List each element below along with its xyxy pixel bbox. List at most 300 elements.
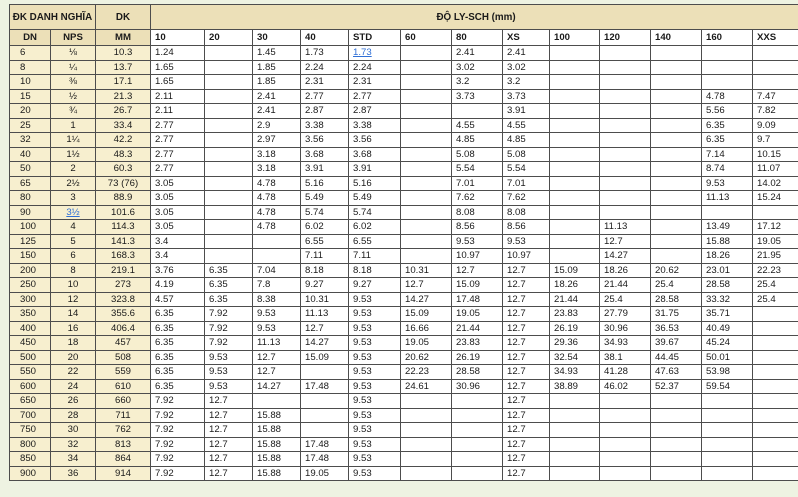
cell-thickness: 7.92 [151, 408, 205, 423]
cell-thickness: 9.27 [349, 278, 401, 293]
cell-thickness: 7.92 [151, 394, 205, 409]
table-row [10, 307, 798, 322]
cell-thickness: 8.56 [452, 220, 503, 235]
header-schedule: 80 [452, 30, 503, 46]
cell-thickness [550, 46, 600, 61]
cell-thickness: 1.73 [301, 46, 349, 61]
cell-thickness: 4.85 [452, 133, 503, 148]
cell-thickness: 3.05 [151, 176, 205, 191]
cell-thickness: 9.53 [349, 394, 401, 409]
cell-nps: ⅛ [51, 46, 96, 61]
cell-thickness: 12.7 [253, 350, 301, 365]
cell-thickness: 2.41 [253, 104, 301, 119]
cell-thickness: 9.53 [349, 292, 401, 307]
header-mm: MM [96, 30, 151, 46]
cell-thickness [753, 46, 798, 61]
cell-thickness [401, 394, 452, 409]
cell-thickness [550, 437, 600, 452]
cell-mm: 73 (76) [96, 176, 151, 191]
cell-dn: 250 [10, 278, 51, 293]
header-schedule: 40 [301, 30, 349, 46]
cell-thickness [205, 220, 253, 235]
cell-nps: 5 [51, 234, 96, 249]
cell-thickness [205, 147, 253, 162]
table-row [10, 336, 798, 351]
cell-nps: 2½ [51, 176, 96, 191]
cell-thickness [753, 60, 798, 75]
cell-thickness: 28.58 [452, 365, 503, 380]
cell-thickness [600, 191, 651, 206]
cell-thickness: 3.4 [151, 234, 205, 249]
cell-thickness: 8.18 [349, 263, 401, 278]
table-row [10, 176, 798, 191]
cell-thickness [401, 104, 452, 119]
cell-nps: ⅜ [51, 75, 96, 90]
cell-thickness: 8.18 [301, 263, 349, 278]
cell-thickness [651, 89, 702, 104]
cell-thickness: 7.01 [452, 176, 503, 191]
cell-thickness [205, 60, 253, 75]
cell-thickness: 15.09 [550, 263, 600, 278]
cell-mm: 48.3 [96, 147, 151, 162]
cell-thickness: 3.2 [503, 75, 550, 90]
cell-thickness: 39.67 [651, 336, 702, 351]
cell-thickness: 5.49 [301, 191, 349, 206]
cell-mm: 457 [96, 336, 151, 351]
cell-thickness [452, 437, 503, 452]
cell-thickness: 3.38 [301, 118, 349, 133]
cell-thickness: 4.55 [503, 118, 550, 133]
cell-thickness [702, 466, 753, 481]
cell-thickness: 3.73 [503, 89, 550, 104]
cell-thickness: 3.56 [301, 133, 349, 148]
cell-thickness [600, 394, 651, 409]
cell-nps: ¾ [51, 104, 96, 119]
cell-mm: 13.7 [96, 60, 151, 75]
pipe-schedule-table [9, 4, 798, 481]
cell-thickness: 6.35 [205, 292, 253, 307]
cell-mm: 141.3 [96, 234, 151, 249]
cell-dn: 150 [10, 249, 51, 264]
header-schedule: 60 [401, 30, 452, 46]
cell-mm: 508 [96, 350, 151, 365]
cell-thickness: 12.7 [205, 408, 253, 423]
cell-thickness: 2.31 [349, 75, 401, 90]
cell-thickness: 29.36 [550, 336, 600, 351]
cell-thickness: 40.49 [702, 321, 753, 336]
cell-thickness: 20.62 [651, 263, 702, 278]
cell-thickness: 12.7 [503, 466, 550, 481]
cell-thickness [753, 75, 798, 90]
cell-thickness: 6.02 [301, 220, 349, 235]
cell-thickness: 9.53 [253, 307, 301, 322]
cell-thickness: 38.89 [550, 379, 600, 394]
cell-nps: 24 [51, 379, 96, 394]
cell-thickness: 4.78 [253, 191, 301, 206]
cell-nps[interactable] [51, 205, 96, 220]
cell-thickness [205, 205, 253, 220]
cell-thickness: 3.68 [301, 147, 349, 162]
cell-thickness: 12.7 [301, 321, 349, 336]
cell-thickness: 17.48 [301, 379, 349, 394]
table-row [10, 437, 798, 452]
table-row [10, 365, 798, 380]
cell-thickness [651, 147, 702, 162]
table-row [10, 60, 798, 75]
cell-thickness: 2.77 [349, 89, 401, 104]
cell-nps: ¼ [51, 60, 96, 75]
cell-thickness: 3.91 [349, 162, 401, 177]
cell-thickness: 9.7 [753, 133, 798, 148]
header-nps: NPS [51, 30, 96, 46]
cell-thickness: 18.26 [600, 263, 651, 278]
table-row [10, 220, 798, 235]
cell-thickness: 21.44 [550, 292, 600, 307]
cell-thickness: 12.7 [503, 350, 550, 365]
cell-nps: 6 [51, 249, 96, 264]
cell-thickness: 12.7 [205, 452, 253, 467]
cell-nps: 1½ [51, 147, 96, 162]
cell-thickness: 26.19 [550, 321, 600, 336]
cell-thickness: 32.54 [550, 350, 600, 365]
cell-thickness [205, 162, 253, 177]
cell-thickness [651, 176, 702, 191]
cell-thickness: 12.7 [503, 307, 550, 322]
cell-thickness: 41.28 [600, 365, 651, 380]
header-schedule: 10 [151, 30, 205, 46]
cell-thickness [301, 394, 349, 409]
cell-thickness [253, 249, 301, 264]
cell-thickness: 7.82 [753, 104, 798, 119]
cell-thickness [401, 176, 452, 191]
cell-thickness: 10.97 [452, 249, 503, 264]
cell-thickness: 2.77 [151, 118, 205, 133]
header-dk-danh-nghia: ĐK DANH NGHĨA [10, 5, 96, 30]
cell-thickness: 14.27 [253, 379, 301, 394]
cell-thickness [205, 118, 253, 133]
cell-thickness: 20.62 [401, 350, 452, 365]
cell-thickness [401, 437, 452, 452]
cell-thickness: 2.9 [253, 118, 301, 133]
cell-thickness [550, 205, 600, 220]
cell-mm: 355.6 [96, 307, 151, 322]
cell-thickness: 1.65 [151, 75, 205, 90]
cell-nps: 34 [51, 452, 96, 467]
cell-thickness [452, 466, 503, 481]
cell-thickness: 7.92 [205, 307, 253, 322]
cell-thickness [651, 220, 702, 235]
cell-thickness: 12.7 [205, 466, 253, 481]
cell-thickness: 14.02 [753, 176, 798, 191]
cell-thickness: 7.01 [503, 176, 550, 191]
table-row [10, 191, 798, 206]
cell-thickness: 2.87 [301, 104, 349, 119]
cell-dn: 40 [10, 147, 51, 162]
cell-thickness: 15.24 [753, 191, 798, 206]
cell-thickness: 11.07 [753, 162, 798, 177]
header-schedule: STD [349, 30, 401, 46]
cell-dn: 25 [10, 118, 51, 133]
cell-thickness: 15.88 [702, 234, 753, 249]
cell-thickness: 5.54 [452, 162, 503, 177]
table-row [10, 147, 798, 162]
cell-thickness [401, 249, 452, 264]
cell-thickness: 17.12 [753, 220, 798, 235]
cell-thickness: 9.53 [503, 234, 550, 249]
cell-thickness [550, 191, 600, 206]
cell-thickness: 9.53 [205, 350, 253, 365]
cell-thickness: 2.77 [151, 162, 205, 177]
cell-thickness [550, 162, 600, 177]
cell-thickness: 14.27 [301, 336, 349, 351]
cell-thickness [452, 408, 503, 423]
cell-thickness: 26.19 [452, 350, 503, 365]
cell-thickness [205, 75, 253, 90]
table-body [10, 46, 798, 481]
header-schedule: 30 [253, 30, 301, 46]
cell-mm: 864 [96, 452, 151, 467]
cell-thickness [651, 466, 702, 481]
cell-mm: 26.7 [96, 104, 151, 119]
cell-thickness: 7.04 [253, 263, 301, 278]
cell-thickness: 7.8 [253, 278, 301, 293]
cell-mm: 273 [96, 278, 151, 293]
cell-thickness: 45.24 [702, 336, 753, 351]
cell-thickness [753, 321, 798, 336]
cell-dn: 900 [10, 466, 51, 481]
cell-thickness: 34.93 [600, 336, 651, 351]
cell-thickness: 7.92 [151, 466, 205, 481]
cell-nps: 12 [51, 292, 96, 307]
cell-thickness: 13.49 [702, 220, 753, 235]
cell-thickness: 12.7 [253, 365, 301, 380]
cell-thickness: 2.11 [151, 104, 205, 119]
cell-thickness: 12.7 [503, 379, 550, 394]
cell-thickness [550, 394, 600, 409]
cell-thickness: 1.24 [151, 46, 205, 61]
cell-thickness: 4.19 [151, 278, 205, 293]
cell-thickness: 16.66 [401, 321, 452, 336]
cell-thickness: 7.47 [753, 89, 798, 104]
cell-thickness [550, 147, 600, 162]
cell-thickness: 9.53 [349, 350, 401, 365]
cell-thickness [550, 234, 600, 249]
cell-thickness: 8.08 [452, 205, 503, 220]
cell-thickness: 53.98 [702, 365, 753, 380]
header-schedule: 160 [702, 30, 753, 46]
cell-link[interactable]: 1.73 [353, 47, 372, 59]
cell-dn: 700 [10, 408, 51, 423]
cell-thickness: 6.35 [151, 365, 205, 380]
cell-thickness: 27.79 [600, 307, 651, 322]
cell-thickness: 3.05 [151, 205, 205, 220]
cell-thickness: 7.14 [702, 147, 753, 162]
cell-thickness: 11.13 [702, 191, 753, 206]
cell-thickness: 25.4 [600, 292, 651, 307]
cell-thickness: 6.35 [151, 321, 205, 336]
cell-thickness: 3.4 [151, 249, 205, 264]
table-row [10, 249, 798, 264]
cell-thickness [651, 75, 702, 90]
cell-thickness: 12.7 [503, 263, 550, 278]
cell-thickness [651, 234, 702, 249]
cell-thickness: 5.54 [503, 162, 550, 177]
cell-thickness [452, 423, 503, 438]
cell-thickness [600, 452, 651, 467]
cell-thickness: 5.74 [349, 205, 401, 220]
table-row [10, 118, 798, 133]
cell-thickness: 5.49 [349, 191, 401, 206]
cell-thickness: 9.27 [301, 278, 349, 293]
cell-thickness: 1.85 [253, 60, 301, 75]
cell-thickness [651, 118, 702, 133]
cell-nps: ½ [51, 89, 96, 104]
cell-thickness [651, 452, 702, 467]
cell-thickness: 12.7 [503, 278, 550, 293]
cell-thickness: 3.91 [301, 162, 349, 177]
cell-thickness [651, 205, 702, 220]
cell-nps: 8 [51, 263, 96, 278]
header-schedule: 140 [651, 30, 702, 46]
cell-thickness: 28.58 [702, 278, 753, 293]
cell-thickness [600, 118, 651, 133]
cell-thickness [651, 394, 702, 409]
cell-thickness: 25.4 [753, 292, 798, 307]
cell-thickness: 12.7 [503, 292, 550, 307]
cell-link[interactable]: 3½ [66, 206, 80, 218]
cell-thickness: 19.05 [753, 234, 798, 249]
cell-mm: 33.4 [96, 118, 151, 133]
cell-thickness: 6.35 [205, 263, 253, 278]
cell-thickness: 5.08 [503, 147, 550, 162]
cell-thickness: 6.35 [702, 133, 753, 148]
cell-thickness [452, 452, 503, 467]
cell-thickness [702, 205, 753, 220]
cell-thickness: 33.32 [702, 292, 753, 307]
cell-thickness: 3.02 [503, 60, 550, 75]
cell-thickness: 25.4 [651, 278, 702, 293]
cell-mm: 17.1 [96, 75, 151, 90]
cell-mm: 219.1 [96, 263, 151, 278]
cell-thickness [600, 147, 651, 162]
cell-thickness [600, 176, 651, 191]
cell-thickness: 4.78 [253, 205, 301, 220]
cell-thickness: 6.35 [151, 336, 205, 351]
cell-dn: 750 [10, 423, 51, 438]
cell-thickness: 4.78 [253, 176, 301, 191]
cell-thickness: 5.16 [301, 176, 349, 191]
table-row [10, 263, 798, 278]
cell-nps: 1¼ [51, 133, 96, 148]
cell-thickness [753, 350, 798, 365]
cell-thickness: 2.24 [301, 60, 349, 75]
cell-thickness [600, 104, 651, 119]
table-row [10, 205, 798, 220]
cell-thickness [702, 423, 753, 438]
cell-thickness [452, 394, 503, 409]
cell-thickness: 47.63 [651, 365, 702, 380]
cell-thickness: 3.68 [349, 147, 401, 162]
cell-thickness: 3.05 [151, 220, 205, 235]
table-row [10, 46, 798, 61]
cell-thickness: 7.92 [205, 336, 253, 351]
cell-nps: 2 [51, 162, 96, 177]
cell-thickness [205, 176, 253, 191]
cell-thickness [550, 466, 600, 481]
cell-thickness: 17.48 [301, 452, 349, 467]
cell-dn: 90 [10, 205, 51, 220]
cell-dn: 400 [10, 321, 51, 336]
cell-thickness: 3.18 [253, 162, 301, 177]
cell-thickness: 15.88 [253, 437, 301, 452]
cell-thickness: 15.09 [301, 350, 349, 365]
cell-thickness [651, 46, 702, 61]
cell-thickness: 12.7 [503, 437, 550, 452]
cell-thickness: 2.97 [253, 133, 301, 148]
cell-thickness: 3.05 [151, 191, 205, 206]
cell-thickness [550, 220, 600, 235]
cell-thickness: 3.18 [253, 147, 301, 162]
table-row [10, 394, 798, 409]
cell-thickness: 12.7 [600, 234, 651, 249]
cell-thickness [205, 89, 253, 104]
cell-dn: 32 [10, 133, 51, 148]
cell-thickness: 5.74 [301, 205, 349, 220]
cell-thickness [253, 234, 301, 249]
cell-thickness [550, 118, 600, 133]
cell-thickness [301, 408, 349, 423]
cell-thickness [600, 205, 651, 220]
cell-mm: 60.3 [96, 162, 151, 177]
cell-thickness [401, 147, 452, 162]
cell-thickness [753, 437, 798, 452]
cell-dn: 50 [10, 162, 51, 177]
cell-thickness [753, 408, 798, 423]
cell-thickness: 10.31 [301, 292, 349, 307]
cell-thickness [301, 365, 349, 380]
cell-thickness: 5.56 [702, 104, 753, 119]
cell-nps: 20 [51, 350, 96, 365]
cell-thickness [401, 89, 452, 104]
cell-thickness [702, 60, 753, 75]
cell-thickness: 9.53 [349, 423, 401, 438]
cell-thickness [600, 60, 651, 75]
cell-thickness [600, 423, 651, 438]
cell-thickness: 9.53 [349, 379, 401, 394]
cell-thickness: 17.48 [452, 292, 503, 307]
cell-thickness: 10.15 [753, 147, 798, 162]
cell-thickness [600, 466, 651, 481]
cell-thickness: 19.05 [301, 466, 349, 481]
header-schedule: 20 [205, 30, 253, 46]
cell-mm: 762 [96, 423, 151, 438]
cell-dn: 300 [10, 292, 51, 307]
cell-thickness: 9.53 [349, 437, 401, 452]
cell-thickness: 7.92 [205, 321, 253, 336]
cell-dn: 350 [10, 307, 51, 322]
table-row [10, 379, 798, 394]
cell-thickness: 11.13 [301, 307, 349, 322]
cell-nps: 30 [51, 423, 96, 438]
cell-thickness: 17.48 [301, 437, 349, 452]
cell-thickness[interactable] [349, 46, 401, 61]
cell-nps: 1 [51, 118, 96, 133]
header-schedule: XXS [753, 30, 798, 46]
cell-thickness [550, 89, 600, 104]
cell-thickness: 23.01 [702, 263, 753, 278]
cell-thickness: 15.88 [253, 423, 301, 438]
header-dk: DK [96, 5, 151, 30]
